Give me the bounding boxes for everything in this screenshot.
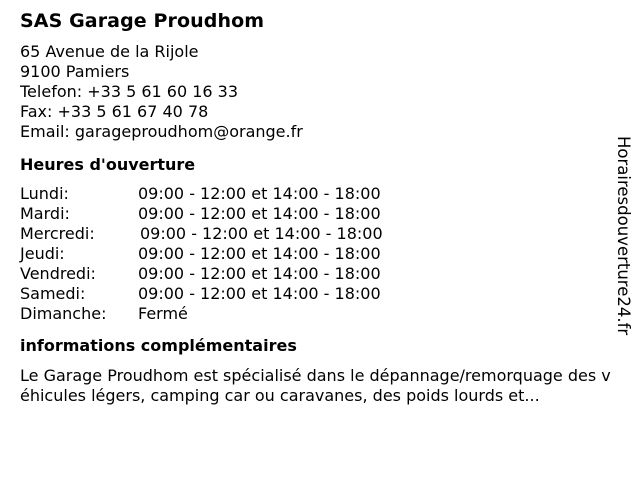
business-name: SAS Garage Proudhom <box>20 10 265 32</box>
hours-row-mardi <box>20 204 620 224</box>
hours-row-dimanche <box>20 304 620 324</box>
address-street: 65 Avenue de la Rijole <box>20 42 199 61</box>
fax-number: Fax: +33 5 61 67 40 78 <box>20 102 209 121</box>
day-label: Vendredi: <box>20 264 96 283</box>
day-hours: 09:00 - 12:00 et 14:00 - 18:00 <box>138 184 381 203</box>
day-label: Jeudi: <box>20 244 65 263</box>
day-hours: 09:00 - 12:00 et 14:00 - 18:00 <box>138 244 381 263</box>
hours-table <box>20 184 620 324</box>
hours-row-samedi <box>20 284 620 304</box>
info-title: informations complémentaires <box>20 336 297 355</box>
hours-row-vendredi <box>20 264 620 284</box>
hours-title: Heures d'ouverture <box>20 155 196 174</box>
address-city: 9100 Pamiers <box>20 62 130 81</box>
hours-row-lundi <box>20 184 620 204</box>
phone-number: Telefon: +33 5 61 60 16 33 <box>20 82 239 101</box>
day-hours: Fermé <box>138 304 188 323</box>
day-label: Dimanche: <box>20 304 107 323</box>
hours-row-jeudi <box>20 244 620 264</box>
info-description: Le Garage Proudhom est spécialisé dans le dépannage/remorquage des véhicules légers, camping car ou caravanes, des poids lourds et... <box>20 366 611 405</box>
hours-row-mercredi <box>20 224 620 244</box>
day-label: Mercredi: <box>20 224 95 243</box>
day-hours: 09:00 - 12:00 et 14:00 - 18:00 <box>138 264 381 283</box>
email-address: Email: garageproudhom@orange.fr <box>20 122 303 141</box>
site-watermark: Horairesdouverture24.fr <box>614 136 633 336</box>
day-hours: 09:00 - 12:00 et 14:00 - 18:00 <box>138 284 381 303</box>
day-label: Lundi: <box>20 184 69 203</box>
day-label: Samedi: <box>20 284 86 303</box>
day-hours: 09:00 - 12:00 et 14:00 - 18:00 <box>140 224 383 243</box>
day-label: Mardi: <box>20 204 70 223</box>
day-hours: 09:00 - 12:00 et 14:00 - 18:00 <box>138 204 381 223</box>
business-card <box>20 8 620 406</box>
